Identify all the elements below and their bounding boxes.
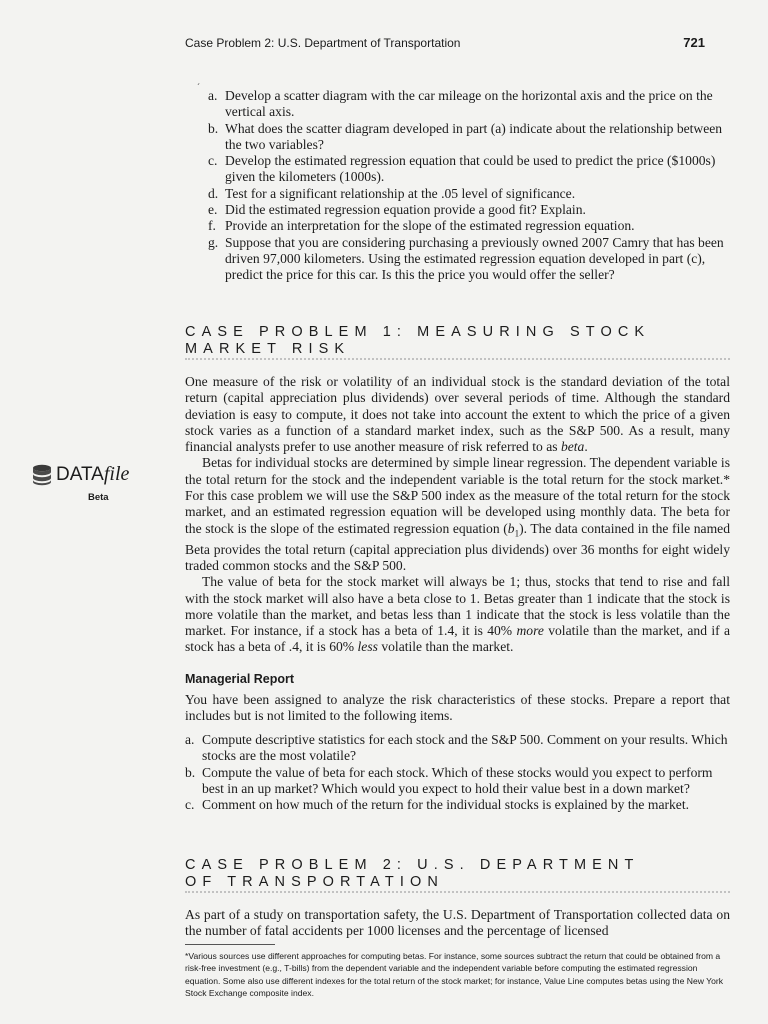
case-1-paragraph-1: One measure of the risk or volatility of an individual stock is the standard deviation of the total return (capital appreciation plus dividends) over several periods of time. Although the standard deviation is easy to compute, it does not take into account the extent to which the price of a given stock varies as a function of a standard market index, such as the S&P 500. As a result, many financial analysts prefer to use another measure of risk referred to as beta. xyxy=(185,374,730,455)
exercise-item-a: a. Develop a scatter diagram with the car mileage on the horizontal axis and the price on the vertical axis. xyxy=(208,88,713,120)
running-head xyxy=(185,36,705,52)
case-problem-1-body xyxy=(185,374,730,656)
report-item-b: b. Compute the value of beta for each stock. Which of these stocks would you expect to perform best in an up market? Which would you expect to hold their value best in a down market? xyxy=(185,764,713,796)
exercise-item-e: e. Did the estimated regression equation provide a good fit? Explain. xyxy=(208,202,586,218)
case-1-paragraph-3: The value of beta for the stock market will always be 1; thus, stocks that tend to rise and fall with the stock market will also have a beta close to 1. Betas greater than 1 indicate that the stock is more volatile than the market, and betas less than 1 indicate that the stock is less volatile than the market. For instance, if a stock has a beta of 1.4, it is 40% more volatile than the market, and if a stock has a beta of .4, it is 60% less volatile than the market. xyxy=(185,574,730,655)
case-problem-2-paragraph: As part of a study on transportation safety, the U.S. Department of Transportation collected data on the number of fatal accidents per 1000 licenses and the percentage of licensed xyxy=(185,907,730,939)
page-number: 721 xyxy=(683,35,705,50)
running-head-title: Case Problem 2: U.S. Department of Transportation xyxy=(185,36,461,50)
case-problem-2-heading: CASE PROBLEM 2: U.S. DEPARTMENT OF TRANSPORTATION xyxy=(185,857,640,890)
exercise-item-b: b. What does the scatter diagram developed in part (a) indicate about the relationship between the two variables? xyxy=(208,120,723,152)
datafile-callout xyxy=(32,462,162,502)
report-item-list xyxy=(185,732,730,813)
datafile-title: DATAfile xyxy=(56,463,130,485)
exercise-item-c: c. Develop the estimated regression equation that could be used to predict the price ($1000s) given the kilometers (1000s). xyxy=(208,153,716,185)
database-icon xyxy=(32,464,52,486)
report-item-c: c. Comment on how much of the return for the individual stocks is explained by the market. xyxy=(185,797,690,813)
case-problem-1-heading: CASE PROBLEM 1: MEASURING STOCK MARKET RISK xyxy=(185,324,651,357)
exercise-item-f: f. Provide an interpretation for the slope of the estimated regression equation. xyxy=(208,218,635,234)
footnote-rule xyxy=(185,944,275,945)
exercise-item-g: g. Suppose that you are considering purchasing a previously owned 2007 Camry that has been driven 97,000 kilometers. Using the estimated regression equation developed in part (c), predict the price for this car. Is this the price you would offer the seller? xyxy=(208,234,724,283)
datafile-name: Beta xyxy=(88,492,109,503)
footnote: *Various sources use different approaches for computing betas. For instance, some sources subtract the return that could be obtained from a risk-free investment (e.g., T-bills) from the dependent variable and the independent variable before computing the estimated regression equation. Some also use different indexes for the total return of the stock market; for instance, Value Line computes betas using the New York Stock Exchange composite index. xyxy=(185,951,724,998)
exercise-list xyxy=(208,88,728,284)
stray-mark: ´ xyxy=(197,82,200,92)
managerial-report-heading: Managerial Report xyxy=(185,672,295,686)
exercise-item-d: d. Test for a significant relationship at the .05 level of significance. xyxy=(208,185,576,201)
case-1-paragraph-2: Betas for individual stocks are determined by simple linear regression. The dependent variable is the total return for the stock and the independent variable is the total return for the stock market.* For this case problem we will use the S&P 500 index as the measure of the total return for the stock market, and an estimated regression equation will be developed using monthly data. The beta for the stock is the slope of the estimated regression equation $(b_1)$. The data contained in the file named Beta provides the total return (capital appreciation plus dividends) over 36 months for eight widely traded common stocks and the S&P 500. xyxy=(185,455,730,573)
managerial-report-intro: You have been assigned to analyze the risk characteristics of these stocks. Prepare a report that includes but is not limited to the following items. xyxy=(185,692,730,724)
case-problem-2-rule xyxy=(185,891,730,893)
case-problem-1-rule xyxy=(185,358,730,360)
report-item-a: a. Compute descriptive statistics for each stock and the S&P 500. Comment on your results. Which stocks are the most volatile? xyxy=(185,732,728,764)
